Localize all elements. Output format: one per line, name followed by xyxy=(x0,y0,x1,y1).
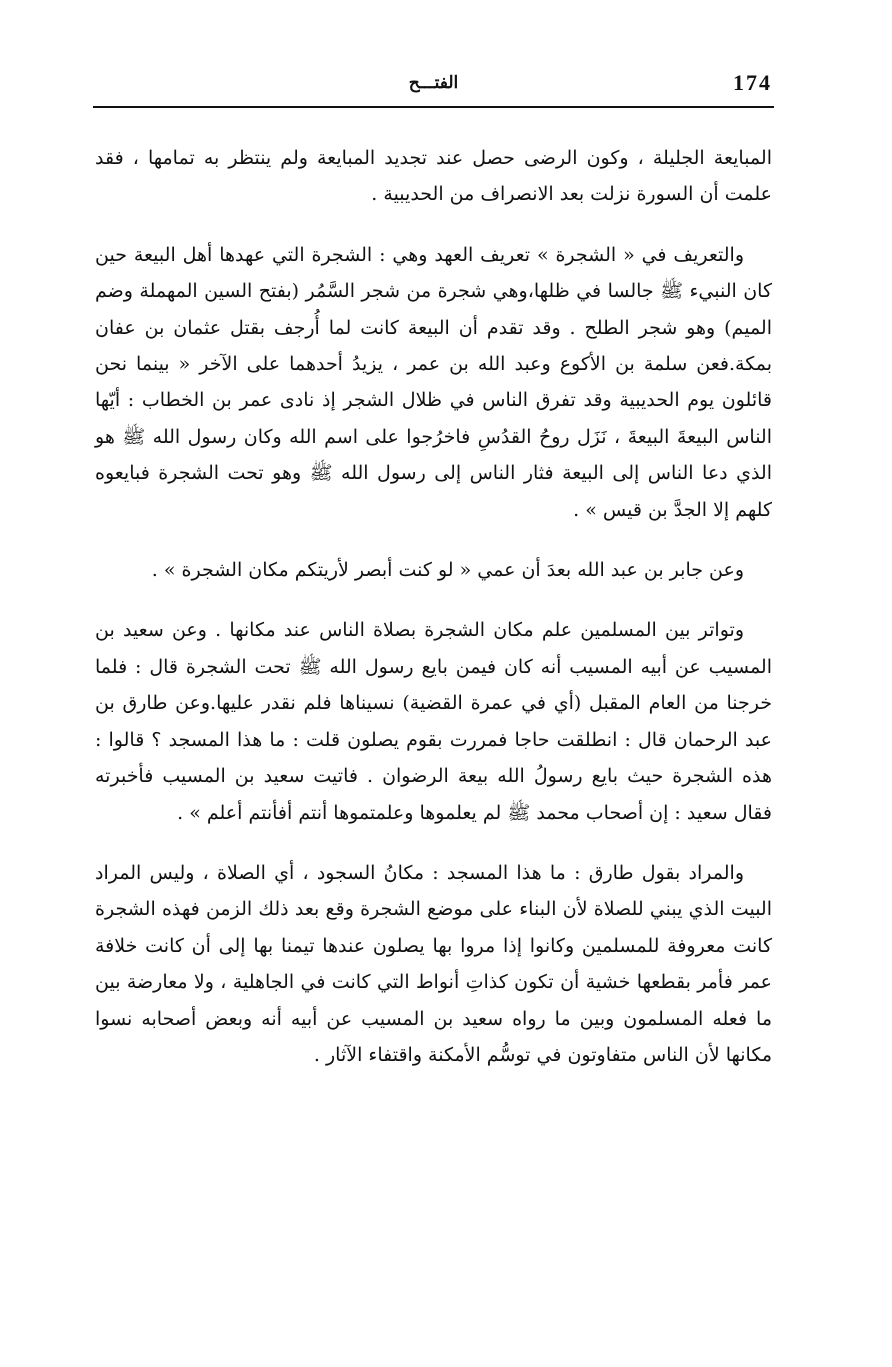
paragraph-3: وعن جابر بن عبد الله بعدَ أن عمي « لو كنت أبصر لأريتكم مكان الشجرة » . xyxy=(151,559,744,582)
page-header xyxy=(95,68,772,106)
running-title: الفتـــح xyxy=(408,73,459,93)
paragraph-4: وتواتر بين المسلمين علم مكان الشجرة بصلاة الناس عند مكانها . وعن سعيد بن المسيب عن أبيه المسيب أنه كان فيمن بايع رسول الله ﷺ تحت الشجرة قال : فلما خرجنا من العام المقبل (أي في عمرة القضية) نسيناها فلم نقدر عليها.وعن طارق بن عبد الرحمان قال : انطلقت حاجا فمررت بقوم يصلون قلت : ما هذا المسجد ؟ قالوا : هذه الشجرة حيث بايع رسولُ الله بيعة الرضوان . فاتيت سعيد بن المسيب فأخبرته فقال سعيد : إن أصحاب محمد ﷺ لم يعلموها وعلمتموها أنتم أفأنتم أعلم » . xyxy=(95,619,772,824)
header-rule xyxy=(93,106,774,108)
paragraph-5: والمراد بقول طارق : ما هذا المسجد : مكانُ السجود ، أي الصلاة ، وليس المراد البيت الذي يبني للصلاة لأن البناء على موضع الشجرة وقع بعد ذلك الزمن فهذه الشجرة كانت معروفة للمسلمين وكانوا إذا مروا بها يصلون عندها تيمنا بها إلى أن كانت خلافة عمر فأمر بقطعها خشية أن تكون كذاتِ أنواط التي كانت في الجاهلية ، ولا معارضة بين ما فعله المسلمون وبين ما رواه سعيد بن المسيب عن أبيه أنه وبعض أصحابه نسوا مكانها لأن الناس متفاوتون في توسُّم الأمكنة واقتفاء الآثار . xyxy=(95,861,772,1066)
page-number: 174 xyxy=(733,70,772,95)
paragraph-1: المبايعة الجليلة ، وكون الرضى حصل عند تجديد المبايعة ولم ينتظر به تمامها ، فقد علمت أن السورة نزلت بعد الانصراف من الحديبية . xyxy=(95,147,772,206)
paragraph-2: والتعريف في « الشجرة » تعريف العهد وهي : الشجرة التي عهدها أهل البيعة حين كان النبيء ﷺ جالسا في ظلها،وهي شجرة من شجر السَّمُر (بفتح السين المهملة وضم الميم) وهو شجر الطلح . وقد تقدم أن البيعة كانت لما أُرجف بقتل عثمان بن عفان بمكة.فعن سلمة بن الأكوع وعبد الله بن عمر ، يزيدُ أحدهما على الآخر « بينما نحن قائلون يوم الحديبية وقد تفرق الناس في ظلال الشجر إذ نادى عمر بن الخطاب : أيّها الناس البيعةَ البيعةَ ، نَزَل روحُ القدُسِ فاخرُجوا على اسم الله وكان رسول الله ﷺ هو الذي دعا الناس إلى البيعة فثار الناس إلى رسول الله ﷺ وهو تحت الشجرة فبايعوه كلهم إلا الجدَّ بن قيس » . xyxy=(95,243,772,521)
body-text xyxy=(95,140,772,1097)
